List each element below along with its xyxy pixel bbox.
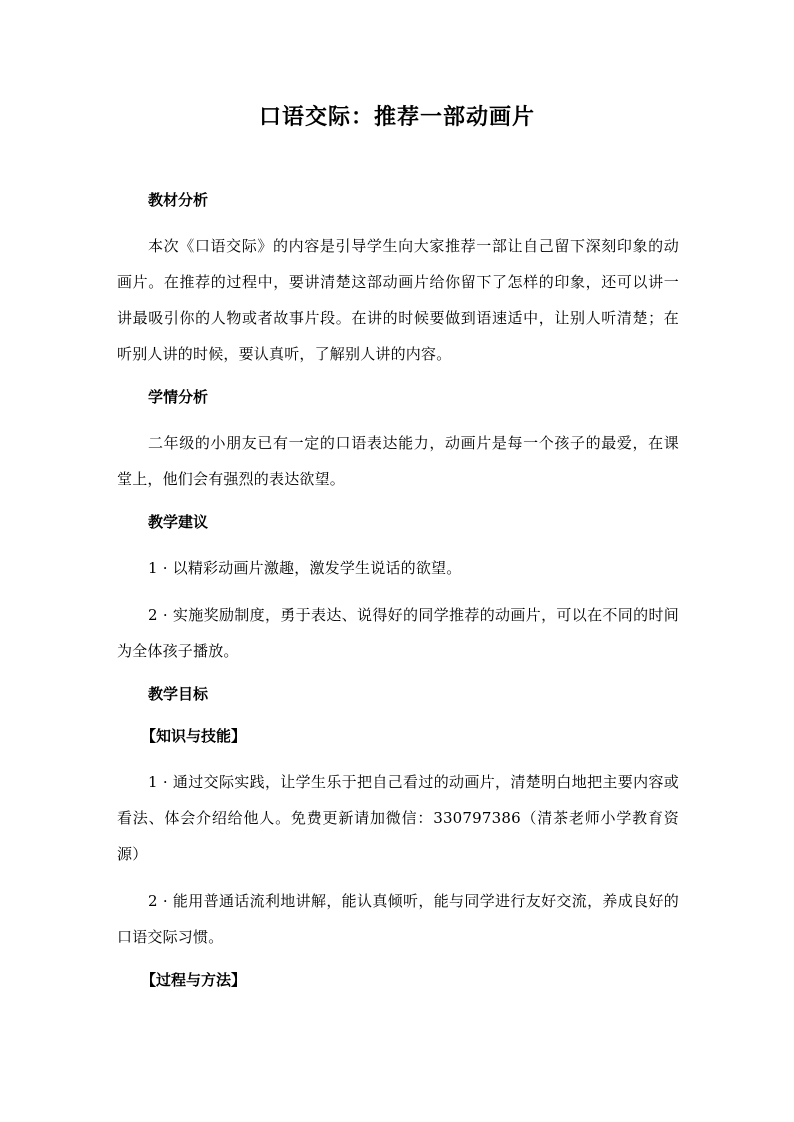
document-title: 口语交际：推荐一部动画片 (258, 104, 535, 130)
teaching-advice-item-1: 1 · 以精彩动画片激趣，激发学生说话的欲望。 (148, 559, 462, 577)
document-body (117, 186, 679, 1008)
heading-material-analysis: 教材分析 (148, 191, 209, 209)
paragraph-material-analysis: 本次《口语交际》的内容是引导学生向大家推荐一部让自己留下深刻印象的动画片。在推荐的过程中，要讲清楚这部动画片给你留下了怎样的印象，还可以讲一讲最吸引你的人物或者故事片段。在讲的时候要做到语速适中，让别人听清楚；在听别人讲的时候，要认真听，了解别人讲的内容。 (117, 237, 679, 363)
paragraph-learner-analysis: 二年级的小朋友已有一定的口语表达能力，动画片是每一个孩子的最爱，在课堂上，他们会有强烈的表达欲望。 (117, 434, 679, 488)
knowledge-skills-item-2: 2 · 能用普通话流利地讲解，能认真倾听，能与同学进行友好交流，养成良好的口语交际习惯。 (117, 892, 679, 946)
heading-process-methods: 【过程与方法】 (141, 971, 247, 989)
heading-teaching-advice: 教学建议 (148, 513, 209, 531)
knowledge-skills-item-1: 1 · 通过交际实践，让学生乐于把自己看过的动画片，清楚明白地把主要内容或看法、体会介绍给他人。免费更新请加微信：330797386（清茶老师小学教育资源） (117, 773, 679, 863)
heading-learner-analysis: 学情分析 (148, 388, 209, 406)
heading-teaching-goals: 教学目标 (148, 685, 209, 703)
teaching-advice-item-2: 2 · 实施奖励制度，勇于表达、说得好的同学推荐的动画片，可以在不同的时间为全体孩子播放。 (117, 606, 679, 660)
heading-knowledge-skills: 【知识与技能】 (141, 727, 247, 745)
